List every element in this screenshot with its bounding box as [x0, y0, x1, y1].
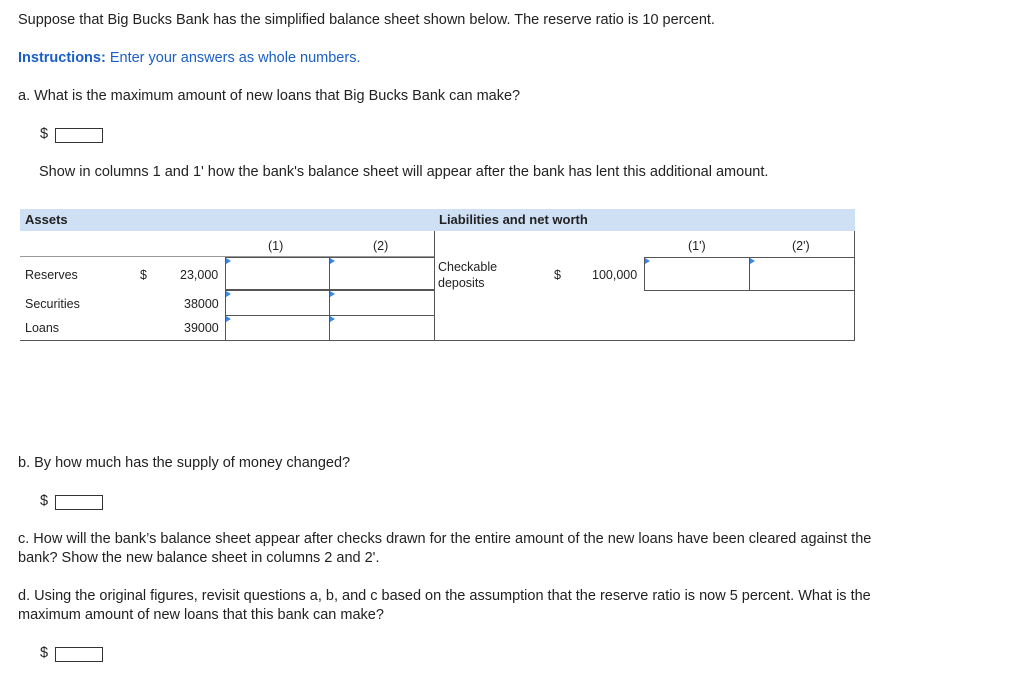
reserves-dollar: $	[140, 268, 147, 282]
checkable-deposits-label	[438, 259, 497, 291]
answer-a-input[interactable]	[55, 128, 103, 143]
col-2p-header: (2')	[792, 239, 810, 253]
deposits-col2p-input[interactable]	[749, 257, 855, 291]
securities-col2-input[interactable]	[329, 290, 435, 316]
reserves-value: 23,000	[180, 268, 219, 282]
input-marker-icon	[330, 291, 335, 297]
input-marker-icon	[226, 291, 231, 297]
question-c-line1: c. How will the bank’s balance sheet appear after checks drawn for the entire amount of the new loans have been cleared against the	[18, 531, 872, 547]
col-1-header: (1)	[268, 239, 284, 253]
securities-label: Securities	[25, 297, 80, 311]
col-2-header: (2)	[373, 239, 389, 253]
answer-d-input[interactable]	[55, 647, 103, 662]
question-a: a. What is the maximum amount of new loans that Big Bucks Bank can make?	[18, 88, 521, 104]
assets-header: Assets	[20, 209, 434, 231]
loans-col1-input[interactable]	[225, 315, 330, 341]
bottom-border	[20, 340, 855, 341]
question-d-line1: d. Using the original figures, revisit questions a, b, and c based on the assumption that the reserve ratio is now 5 percent. What is the	[18, 588, 871, 604]
dollar-sign-d: $	[40, 645, 49, 661]
dollar-sign-a: $	[40, 126, 49, 142]
instructions-text: Enter your answers as whole numbers.	[105, 50, 361, 66]
loans-value: 39000	[184, 321, 219, 335]
input-marker-icon	[750, 258, 755, 264]
reserves-label: Reserves	[25, 268, 78, 282]
show-columns-text: Show in columns 1 and 1' how the bank's balance sheet will appear after the bank has lent this additional amount.	[39, 164, 769, 180]
deposits-col1p-input[interactable]	[644, 257, 750, 291]
checkable-line2: deposits	[438, 276, 485, 290]
loans-col2-input[interactable]	[329, 315, 435, 341]
reserves-col1-input[interactable]	[225, 257, 330, 290]
input-marker-icon	[645, 258, 650, 264]
liabilities-header: Liabilities and net worth	[434, 209, 855, 231]
question-d-line2: maximum amount of new loans that this bank can make?	[18, 607, 384, 623]
question-b: b. By how much has the supply of money changed?	[18, 455, 351, 471]
checkable-line1: Checkable	[438, 260, 498, 274]
dollar-sign-b: $	[40, 493, 49, 509]
instructions	[18, 49, 360, 68]
loans-label: Loans	[25, 321, 60, 335]
input-marker-icon	[226, 316, 231, 322]
input-marker-icon	[226, 258, 231, 264]
securities-value: 38000	[184, 297, 219, 311]
input-marker-icon	[330, 258, 335, 264]
securities-col1-input[interactable]	[225, 290, 330, 316]
instructions-label: Instructions:	[18, 50, 106, 66]
col-1p-header: (1')	[688, 239, 706, 253]
question-c-line2: bank? Show the new balance sheet in columns 2 and 2'.	[18, 550, 380, 566]
reserves-col2-input[interactable]	[329, 257, 435, 290]
deposits-value: 100,000	[592, 268, 638, 282]
intro-text: Suppose that Big Bucks Bank has the simplified balance sheet shown below. The reserve ratio is 10 percent.	[18, 12, 715, 28]
answer-b-input[interactable]	[55, 495, 103, 510]
input-marker-icon	[330, 316, 335, 322]
deposits-dollar: $	[554, 268, 561, 282]
